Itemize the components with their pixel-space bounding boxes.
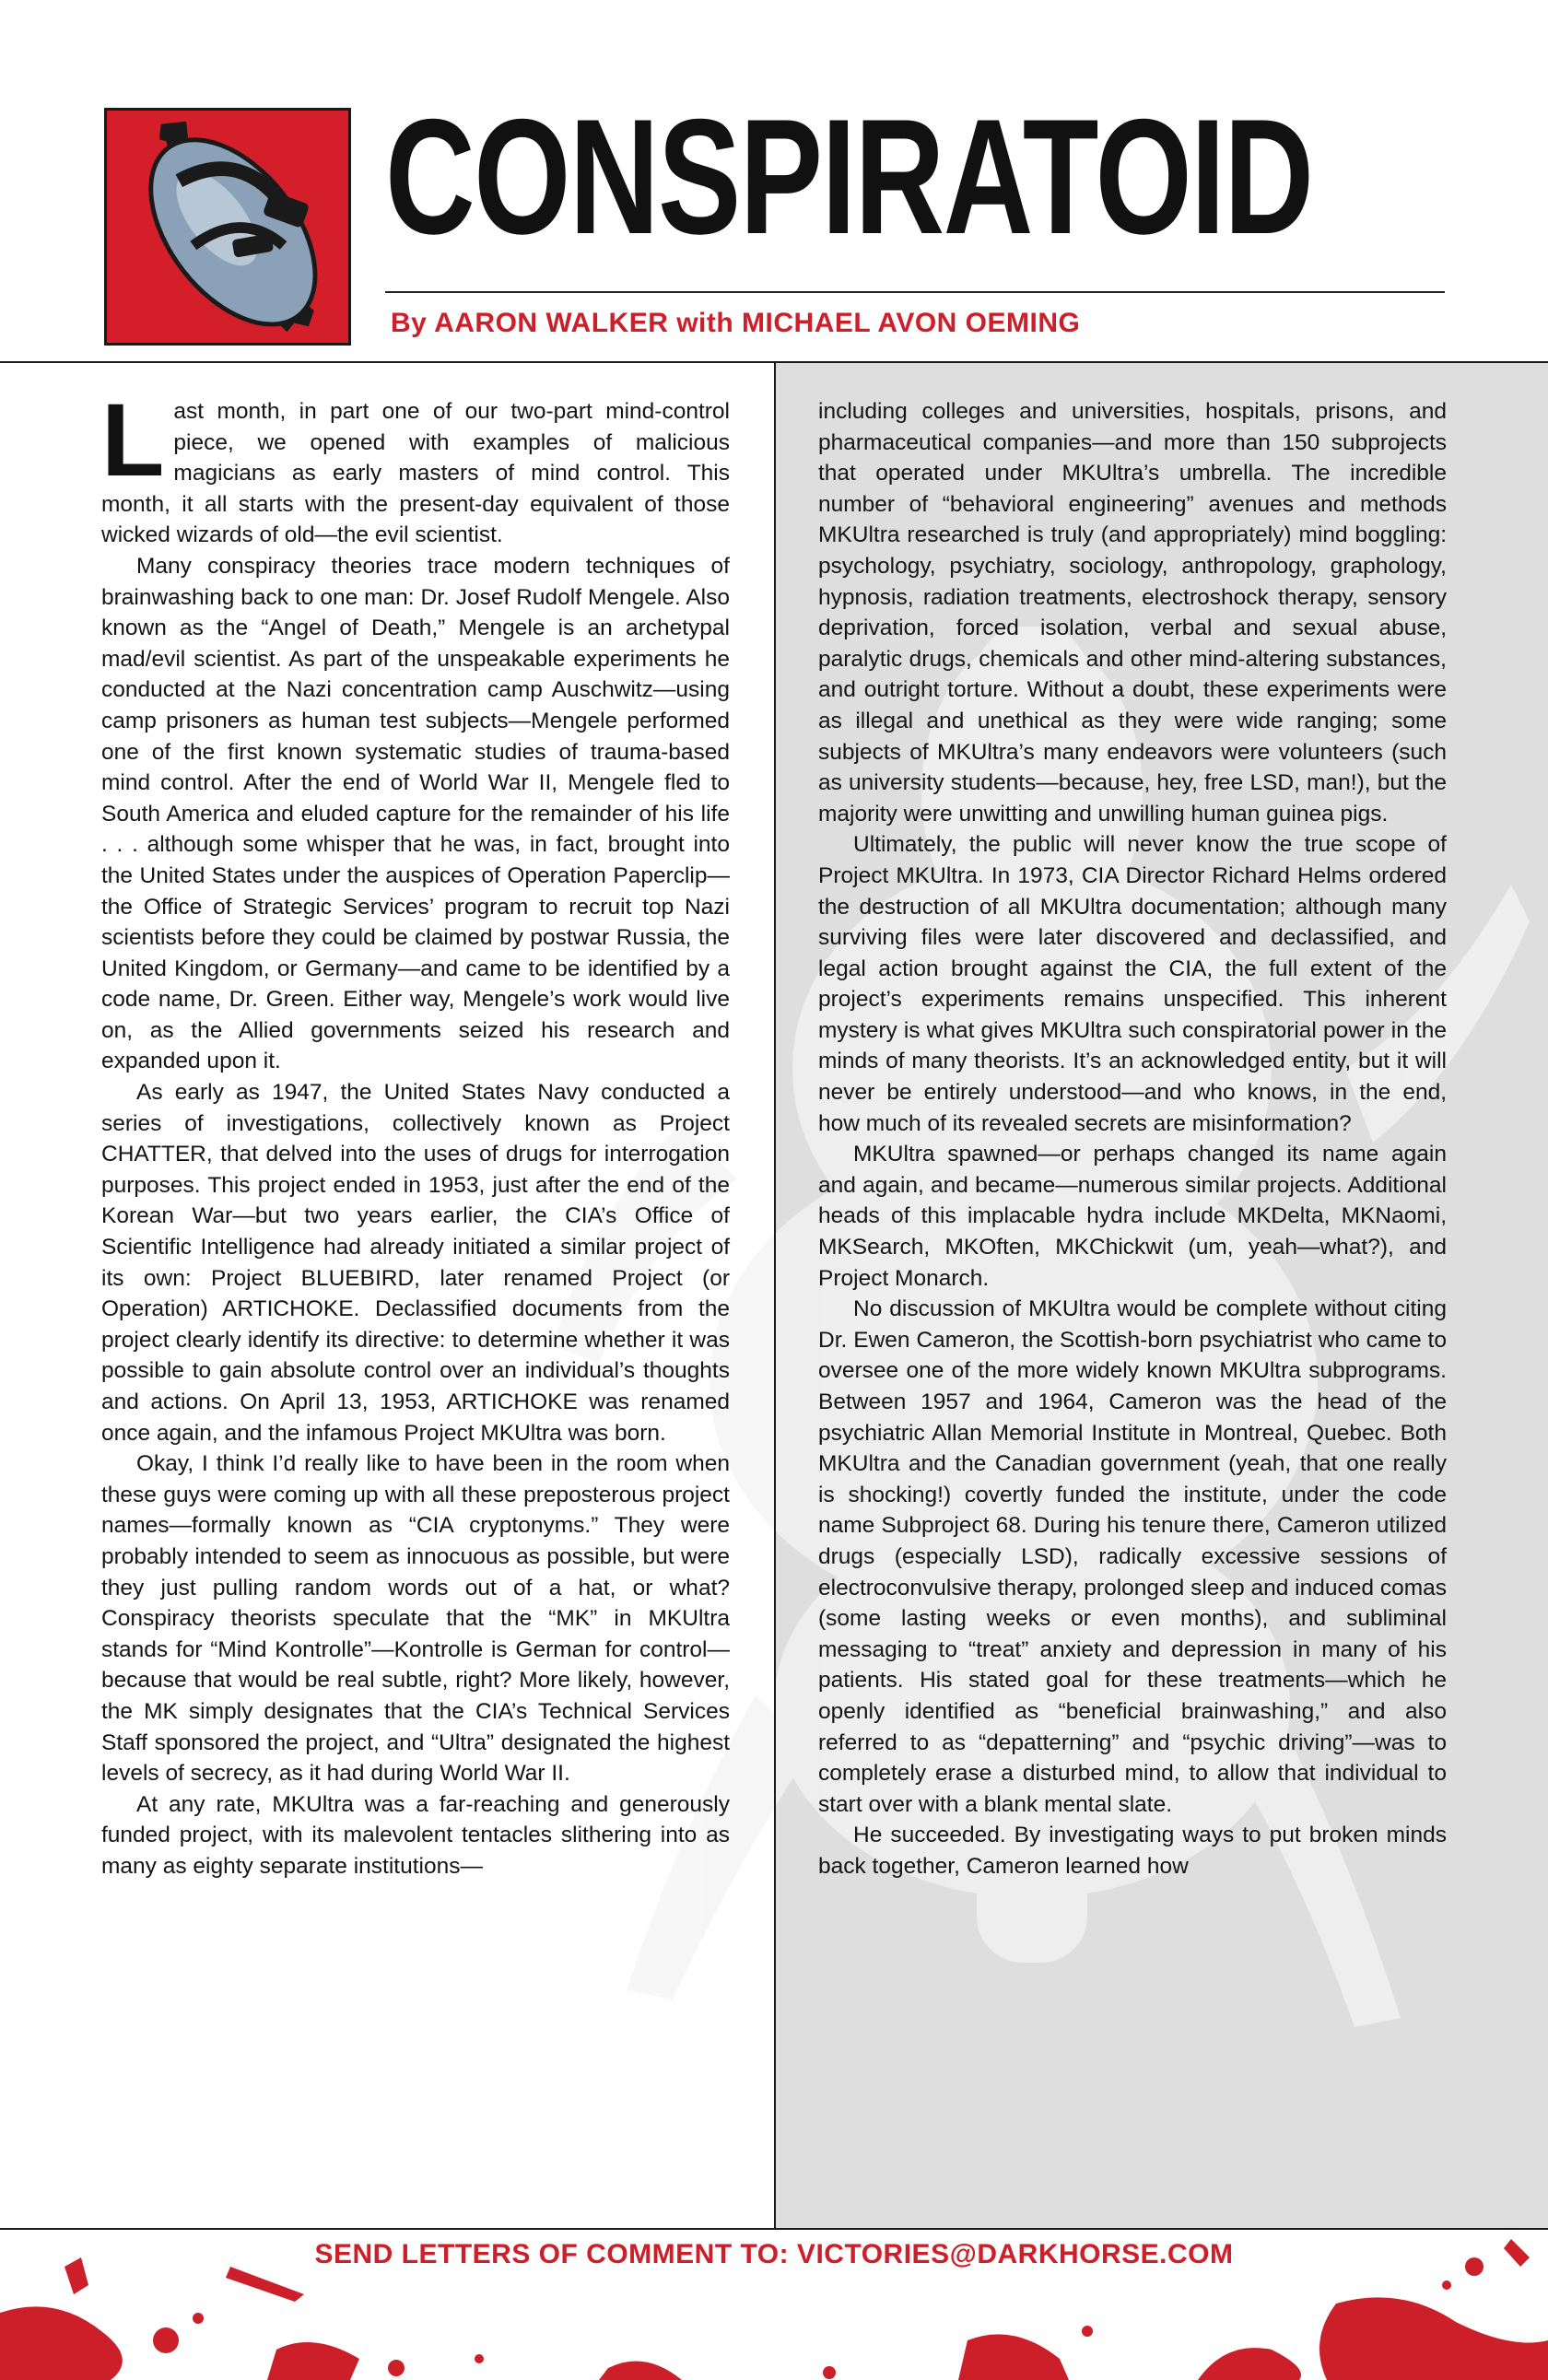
page-title: CONSPIRATOID [385, 85, 1313, 268]
article-paragraph: At any rate, MKUltra was a far-reaching and generously funded project, with its malevolent tentacles slithering into as many as eighty separate institutions— [101, 1791, 730, 1879]
article-right-column [818, 396, 1447, 1882]
byline: By AARON WALKER with MICHAEL AVON OEMING [391, 308, 1081, 338]
article-left-column [101, 382, 730, 1882]
title-divider [385, 291, 1445, 293]
article-paragraph: Ultimately, the public will never know the true scope of Project MKUltra. In 1973, CIA Director Richard Helms ordered the destruction of all MKUltra documentation; although many surviving files were later discovered and declassified, and legal action brought against the CIA, the full extent of the project’s experiments remains unspecified. This inherent mystery is what gives MKUltra such conspiratorial power in the minds of many theorists. It’s an acknowledged entity, but it will never be entirely understood—and who knows, in the end, how much of its revealed secrets are misinformation? [818, 832, 1447, 1136]
article-paragraph: including colleges and universities, hospitals, prisons, and pharmaceutical companies—and more than 150 subprojects that operated under MKUltra’s umbrella. The incredible number of “behavioral engineering” avenues and methods MKUltra researched is truly (and appropriately) mind boggling: psychology, psychiatry, sociology, anthropology, graphology, hypnosis, radiation treatments, electroshock therapy, sensory deprivation, forced isolation, verbal and sexual abuse, paralytic drugs, chemicals and other mind-altering substances, and outright torture. Without a doubt, these experiments were as illegal and unethical as they were wide ranging; some subjects of MKUltra’s many endeavors were volunteers (such as university students—because, hey, free LSD, man!), but the majority were unwitting and unwilling human guinea pigs. [818, 399, 1447, 827]
article-paragraph: As early as 1947, the United States Navy conducted a series of investigations, collectively known as Project CHATTER, that delved into the uses of drugs for interrogation purposes. This project ended in 1953, just after the end of the Korean War—but two years earlier, the CIA’s Office of Scientific Intelligence had already initiated a similar project of its own: Project BLUEBIRD, later renamed Project (or Operation) ARTICHOKE. Declassified documents from the project clearly identify its directive: to determine whether it was possible to gain absolute control over an individual’s thoughts and actions. On April 13, 1953, ARTICHOKE was renamed once again, and the infamous Project MKUltra was born. [101, 1080, 730, 1446]
article-paragraph: MKUltra spawned—or perhaps changed its name again and again, and became—numerous similar projects. Additional heads of this implacable hydra include MKDelta, MKNaomi, MKSearch, MKOften, MKChickwit (um, yeah—what?), and Project Monarch. [818, 1142, 1447, 1291]
drop-cap: L [101, 382, 165, 498]
article-paragraph: He succeeded. By investigating ways to put broken minds back together, Cameron learned how [818, 1823, 1447, 1879]
logo-box [104, 108, 351, 346]
article-paragraph: Many conspiracy theories trace modern techniques of brainwashing back to one man: Dr. Josef Rudolf Mengele. Also known as the “Angel of Death,” Mengele is an archetypal mad/evil scientist. As part of the unspeakable experiments he conducted at the Nazi concentration camp Auschwitz—using camp prisoners as human test subjects—Mengele performed one of the first known systematic studies of trauma-based mind control. After the end of World War II, Mengele fled to South America and eluded capture for the remainder of his life . . . although some whisper that he was, in fact, brought into the United States under the auspices of Operation Paperclip—the Office of Strategic Services’ program to recruit top Nazi scientists before they could be claimed by postwar Russia, the United Kingdom, or Germany—and came to be identified by a code name, Dr. Green. Either way, Mengele’s work would live on, as the Allied governments seized his research and expanded upon it. [101, 553, 730, 1074]
article-paragraph: Okay, I think I’d really like to have been in the room when these guys were coming up with all these preposterous project names—formally known as “CIA cryptonyms.” They were probably intended to seem as innocuous as possible, but were they just pulling random words out of a hat, or what? Conspiracy theorists speculate that the “MK” in MKUltra stands for “Mind Kontrolle”—Kontrolle is German for control—because that would be real subtle, right? More likely, however, the MK simply designates that the CIA’s Technical Services Staff sponsored the project, and “Ultra” designated the highest levels of secrecy, as it had during World War II. [101, 1451, 730, 1787]
letters-contact-footer: SEND LETTERS OF COMMENT TO: VICTORIES@DARKHORSE.COM [314, 2239, 1234, 2269]
capsule-bomb-icon [107, 111, 348, 343]
article-paragraph [101, 382, 730, 551]
paragraph-text: ast month, in part one of our two-part mind-control piece, we opened with examples of malicious magicians as early masters of mind control. This month, it all starts with the present-day equivalent of those wicked wizards of old—the evil scientist. [101, 399, 730, 548]
column-divider [774, 362, 776, 2228]
article-paragraph: No discussion of MKUltra would be complete without citing Dr. Ewen Cameron, the Scottish-born psychiatrist who came to oversee one of the more widely known MKUltra subprograms. Between 1957 and 1964, Cameron was the head of the psychiatric Allan Memorial Institute in Montreal, Quebec. Both MKUltra and the Canadian government (yeah, that one really is shocking!) covertly funded the institute, under the code name Subproject 68. During his tenure there, Cameron utilized drugs (especially LSD), radically excessive sessions of electroconvulsive therapy, prolonged sleep and induced comas (some lasting weeks or even months), and subliminal messaging to “treat” anxiety and depression in many of his patients. His stated goal for these treatments—which he openly identified as “beneficial brainwashing,” and also referred to as “depatterning” and “psychic driving”—was to completely erase a disturbed mind, to allow that individual to start over with a blank mental slate. [818, 1296, 1447, 1817]
